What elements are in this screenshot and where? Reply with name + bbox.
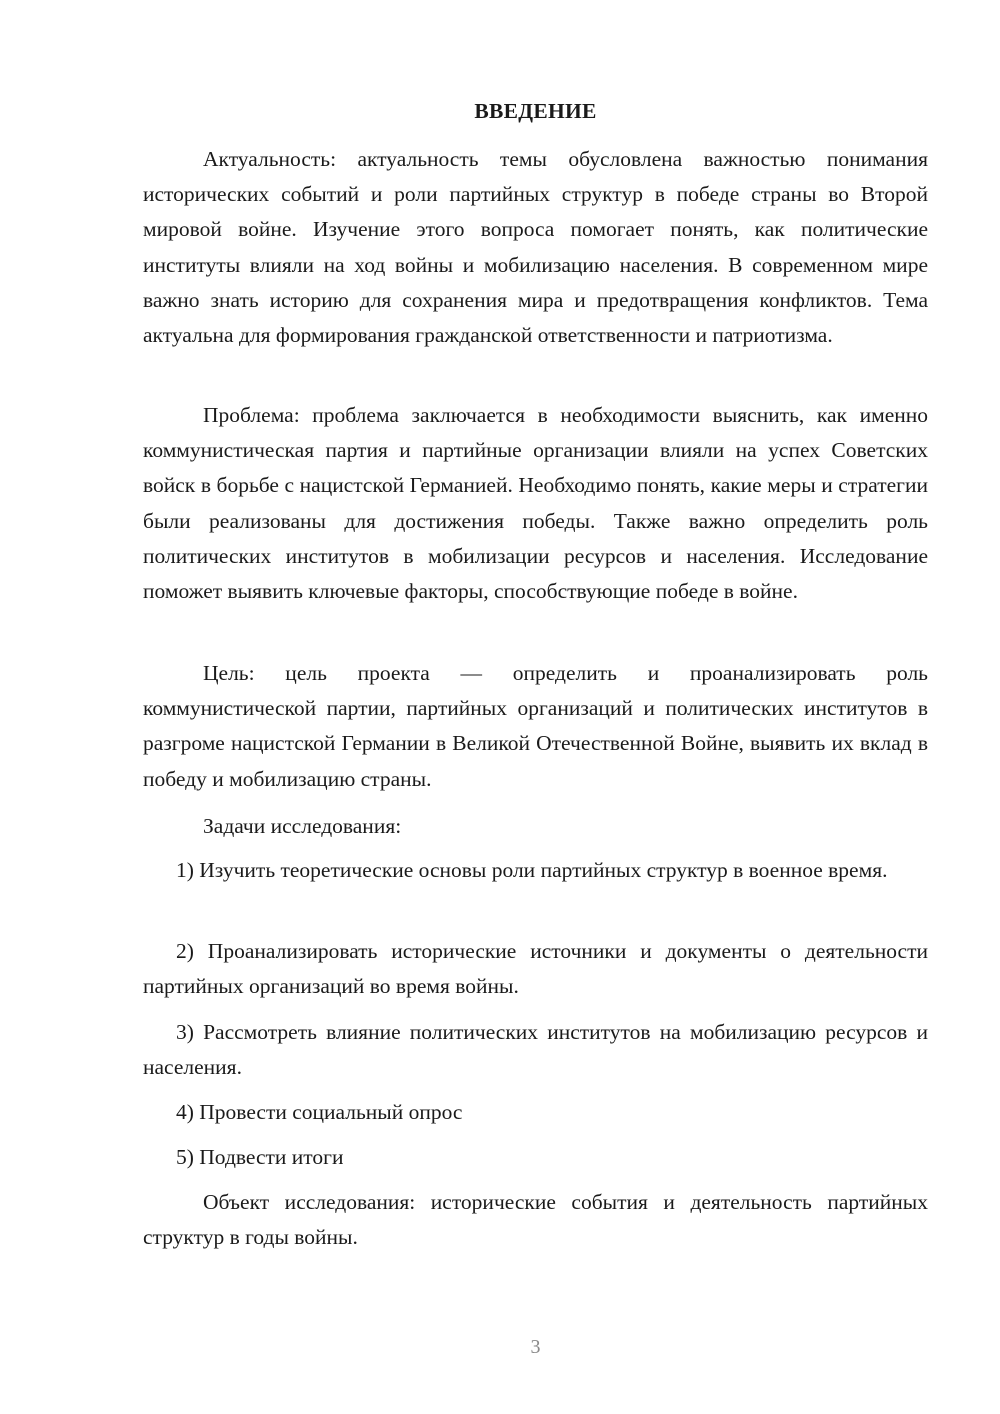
tasks-heading: Задачи исследования: bbox=[203, 814, 402, 838]
page-title: ВВЕДЕНИЕ bbox=[474, 99, 597, 123]
task-item-4: 4) Провести социальный опрос bbox=[176, 1100, 463, 1124]
task-item-5: 5) Подвести итоги bbox=[176, 1145, 344, 1169]
goal-paragraph: Цель: цель проекта — определить и проанализировать роль коммунистической партии, партийных организаций и политических институтов в разгроме нацистской Германии в Великой Отечественной Войне, выявить их вклад в победу и мобилизацию страны. bbox=[143, 661, 928, 791]
task-item-3: 3) Рассмотреть влияние политических институтов на мобилизацию ресурсов и населения. bbox=[143, 1020, 928, 1080]
relevance-paragraph: Актуальность: актуальность темы обусловлена важностью понимания исторических событий и роли партийных структур в победе страны во Второй мировой войне. Изучение этого вопроса помогает понять, как политические институты влияли на ход войны и мобилизацию населения. В современном мире важно знать историю для сохранения мира и предотвращения конфликтов. Тема актуальна для формирования гражданской ответственности и патриотизма. bbox=[143, 147, 928, 348]
page-number: 3 bbox=[530, 1336, 541, 1358]
problem-paragraph: Проблема: проблема заключается в необходимости выяснить, как именно коммунистическая партия и партийные организации влияли на успех Советских войск в борьбе с нацистской Германией. Необходимо понять, какие меры и стратегии были реализованы для достижения победы. Также важно определить роль политических институтов в мобилизации ресурсов и населения. Исследование поможет выявить ключевые факторы, способствующие победе в войне. bbox=[143, 403, 928, 604]
task-item-2: 2) Проанализировать исторические источники и документы о деятельности партийных организаций во время войны. bbox=[143, 939, 928, 999]
document-page bbox=[143, 0, 928, 1414]
object-paragraph: Объект исследования: исторические события и деятельность партийных структур в годы войны. bbox=[143, 1190, 928, 1250]
task-item-1: 1) Изучить теоретические основы роли партийных структур в военное время. bbox=[176, 858, 888, 882]
